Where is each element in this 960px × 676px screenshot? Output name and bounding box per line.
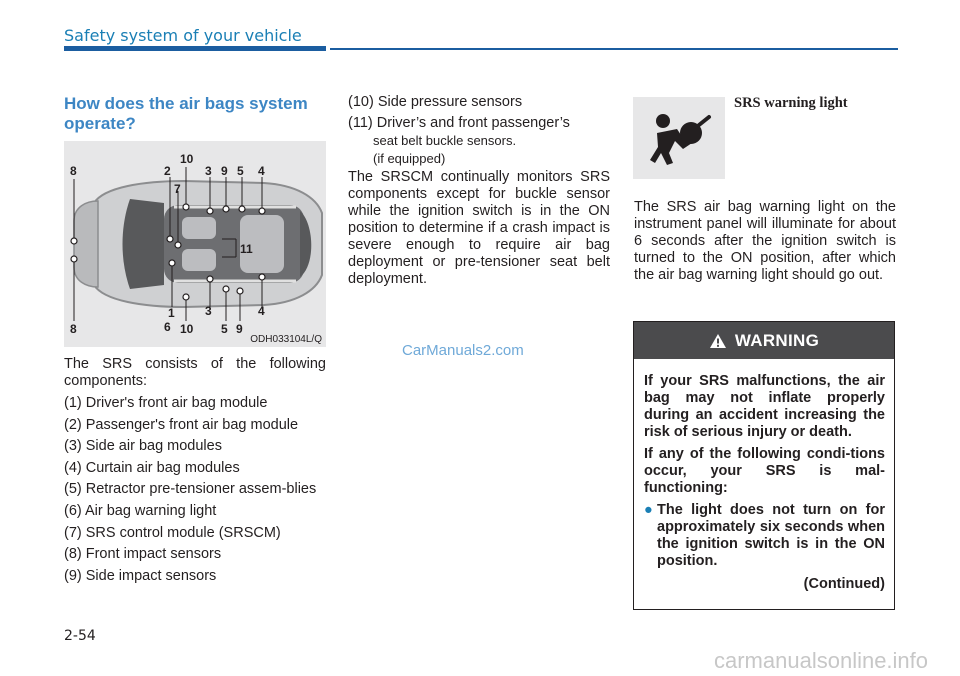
callout-5-bottom: 5 <box>221 322 228 336</box>
callout-9-bottom: 9 <box>236 322 243 336</box>
callout-8-top: 8 <box>70 164 77 178</box>
components-list <box>64 356 326 589</box>
footer-watermark: carmanualsonline.info <box>714 648 929 673</box>
list-item: (9) Side impact sensors <box>64 567 217 584</box>
callout-3-bottom: 3 <box>205 304 212 318</box>
bullet-icon: ● <box>644 502 653 518</box>
callout-5-top: 5 <box>237 164 244 178</box>
page-number: 2-54 <box>64 628 96 644</box>
warning-title: WARNING <box>734 330 820 350</box>
warning-paragraph: If any of the following condi-tions occur, your SRS is mal-functioning: <box>644 446 885 496</box>
airbag-system-diagram <box>64 141 326 347</box>
components-intro: The SRS consists of the following components: <box>64 356 326 389</box>
callout-9-top: 9 <box>221 164 228 178</box>
warning-paragraph: If your SRS malfunctions, the air bag may not inflate properly during an accident increasing the risk of serious injury or death. <box>644 373 885 440</box>
list-item: (3) Side air bag modules <box>64 438 222 455</box>
car-top-view-illustration <box>64 141 326 347</box>
srs-warning-light-label: SRS warning light <box>734 95 848 111</box>
warning-bullet <box>644 502 885 570</box>
list-item: (11) Driver’s and front passenger’s <box>348 115 570 131</box>
srs-light-description <box>634 199 896 284</box>
callout-10-bottom: 10 <box>180 322 194 336</box>
header-rule <box>330 48 898 50</box>
list-item: (2) Passenger's front air bag module <box>64 416 299 433</box>
list-item: (7) SRS control module (SRSCM) <box>64 524 281 541</box>
list-item: (6) Air bag warning light <box>64 502 217 519</box>
list-item: (1) Driver's front air bag module <box>64 395 268 411</box>
continued-label: (Continued) <box>803 576 885 592</box>
callout-8-bottom: 8 <box>70 322 77 336</box>
list-item: (10) Side pressure sensors <box>348 94 523 110</box>
list-item-continuation: seat belt buckle sensors. <box>373 133 517 148</box>
section-header-title: Safety system of your vehicle <box>64 26 302 45</box>
warning-header <box>634 322 894 359</box>
header-rule-dark <box>64 46 326 51</box>
list-item: (4) Curtain air bag modules <box>64 459 240 476</box>
figure-caption: ODH033104L/Q <box>250 334 322 345</box>
callout-2: 2 <box>164 164 171 178</box>
callout-11: 11 <box>240 242 253 256</box>
srscm-paragraph: The SRSCM continually monitors SRS components except for buckle sensor while the ignition switch is in the ON position to determine if a crash impact is severe enough to require air bag deployment or pre-tensioner seat belt deployment. <box>348 169 610 287</box>
callout-4-bottom: 4 <box>258 304 265 318</box>
callout-4-top: 4 <box>258 164 265 178</box>
warning-body <box>634 359 894 593</box>
components-list-continued <box>348 94 610 292</box>
list-item: (5) Retractor pre-tensioner assem-blies <box>64 481 317 498</box>
callout-7: 7 <box>174 182 181 196</box>
srs-light-paragraph: The SRS air bag warning light on the instrument panel will illuminate for about 6 seconds after the ignition switch is turned to the ON position, after which the air bag warning light should go out. <box>634 199 896 283</box>
callout-3-top: 3 <box>205 164 212 178</box>
watermark: CarManuals2.com <box>402 342 524 359</box>
warning-triangle-icon <box>709 333 727 349</box>
callout-1: 1 <box>168 306 175 320</box>
callout-6: 6 <box>164 320 171 334</box>
warning-bullet-text: The light does not turn on for approximately six seconds when the ignition switch is in the ON position. <box>657 502 885 569</box>
airbag-warning-icon <box>633 97 725 179</box>
warning-box <box>633 321 895 610</box>
list-item-continuation: (if equipped) <box>373 151 446 166</box>
list-item: (8) Front impact sensors <box>64 546 222 563</box>
section-heading: How does the air bags system operate? <box>64 94 308 133</box>
callout-10-top: 10 <box>180 152 194 166</box>
